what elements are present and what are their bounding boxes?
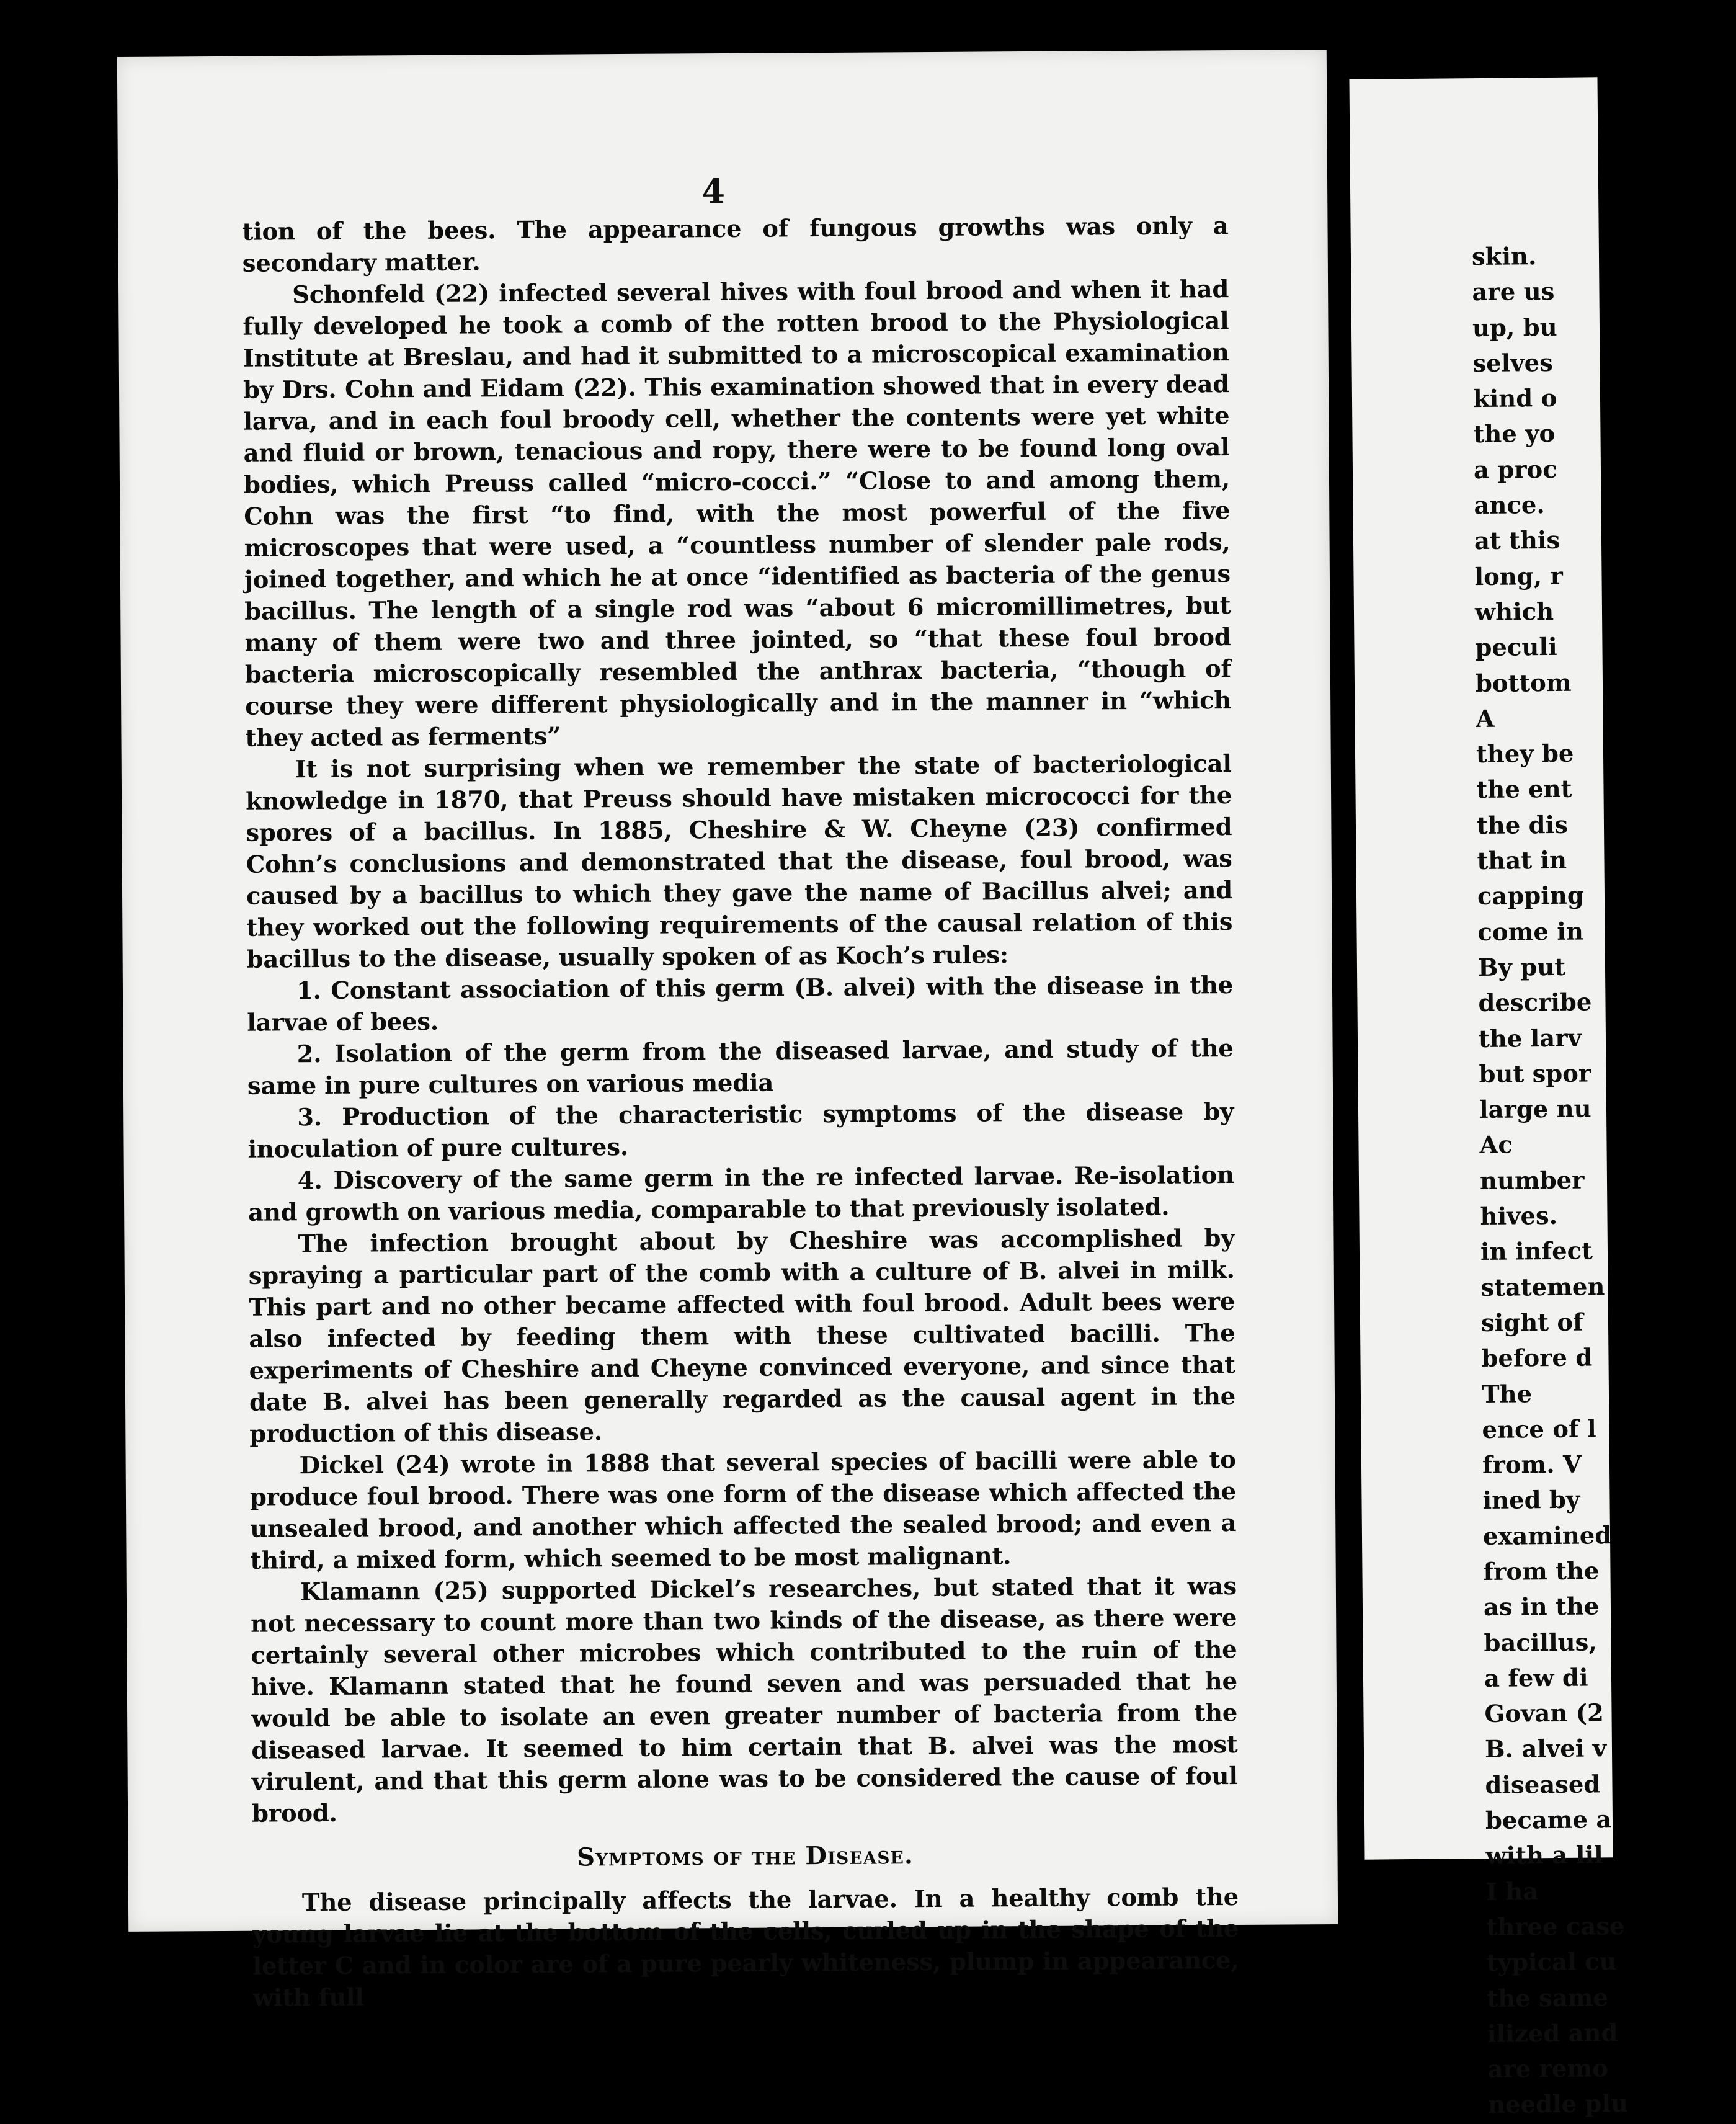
right-page-line: typical cu — [1486, 1948, 1617, 1978]
right-page-line: three case — [1486, 1912, 1625, 1942]
right-page-line: Ac — [1479, 1131, 1513, 1160]
right-page-line: the ent — [1476, 775, 1572, 805]
right-page-line: ance. — [1474, 491, 1545, 520]
paragraph: It is not surprising when we remember the state of bacteriological knowledge in 1870, that Preuss should have mistaken micrococci for the spores of a bacillus. In 1885, Cheshire & W. Cheyne (23) confirmed Cohn’s conclusions and demonstrated that the disease, foul brood, was caused by a bacillus to which they gave the name of Bacillus alvei; and they worked out the following requirements of the causal relation of this bacillus to the disease, usually spoken of as Koch’s rules: — [245, 750, 1233, 974]
right-page-line: a proc — [1473, 455, 1557, 484]
right-page-line: describe — [1478, 988, 1592, 1018]
right-page-line: peculi — [1475, 633, 1557, 663]
right-page-line: in infect — [1480, 1237, 1593, 1267]
right-page-line: the yo — [1473, 420, 1556, 449]
right-page-line: I ha — [1485, 1877, 1539, 1906]
right-page-line: with a lil — [1485, 1841, 1603, 1871]
paragraph: Dickel (24) wrote in 1888 that several species of bacilli were able to produce foul brood. There was one form of the disease which affected the unsealed brood, and another which affected the sealed brood; and even a third, a mixed form, which seemed to be most malignant. — [249, 1446, 1237, 1575]
right-page-line: skin. — [1471, 243, 1537, 272]
right-page-line: the same — [1487, 1983, 1609, 2013]
right-page-line: ence of l — [1482, 1415, 1596, 1444]
list-item: 4. Discovery of the same germ in the re infected larvae. Re-isolation and growth on various media, comparable to that previously isolated. — [248, 1161, 1234, 1227]
section-heading: Symptoms of the Disease. — [577, 1841, 914, 1872]
paragraph: The infection brought about by Cheshire was accomplished by spraying a particular part of the comb with a culture of B. alvei in milk. This part and no other became affected with foul brood. Adult bees were also infected by feeding them with these cultivated bacilli. The experiments of Cheshire and Cheyne convinced everyone, and since that date B. alvei has been generally regarded as the causal agent in the production of this disease. — [248, 1225, 1236, 1448]
page-number: 4 — [701, 171, 726, 212]
paragraph: Schonfeld (22) infected several hives with foul brood and when it had fully developed he took a comb of the rotten brood to the Physiological Institute at Breslau, and had it submitted to a microscopical examination by Drs. Cohn and Eidam (22). This examination showed that in every dead larva, and in each foul broody cell, whether the contents were yet white and fluid or brown, tenacious and ropy, there were to be found long oval bodies, which Preuss called “micro-cocci.” “Close to and among them, Cohn was the first “to find, with the most powerful of the five microscopes that were used, a “countless number of slender pale rods, joined together, and which he at once “identified as bacteria of the genus bacillus. The length of a single rod was “about 6 micromillimetres, but many of them were two and three jointed, so “that these foul brood bacteria microscopically resembled the anthrax bacteria, “though of course they were different physiologically and in the manner in “which they acted as ferments” — [243, 275, 1232, 752]
right-page-line: hives. — [1480, 1202, 1558, 1231]
right-page-line: come in — [1477, 917, 1584, 947]
right-page-line: kind o — [1472, 385, 1557, 414]
right-page-line: the larv — [1478, 1024, 1582, 1053]
right-page-line: before d — [1481, 1344, 1593, 1373]
right-page-line: ilized and — [1487, 2019, 1618, 2048]
page-body — [242, 210, 1239, 2014]
right-page-line: By put — [1477, 953, 1566, 982]
right-page-line: became a — [1485, 1806, 1612, 1836]
paragraph: Klamann (25) supported Dickel’s researches, but stated that it was not necessary to count more than two kinds of the disease, as there were certainly several other microbes which contributed to the ruin of the hive. Klamann stated that he found seven and was persuaded that he would be able to isolate an even greater number of bacteria from the diseased larvae. It seemed to him certain that B. alvei was the most virulent, and that this germ alone was to be considered the cause of foul brood. — [251, 1573, 1238, 1828]
right-page-line: capping — [1477, 881, 1584, 911]
right-page-line: the dis — [1476, 811, 1569, 840]
right-page-line: diseased — [1485, 1770, 1601, 1800]
right-page-line: a few di — [1484, 1664, 1588, 1693]
right-page-line: they be — [1476, 739, 1574, 769]
paragraph: The disease principally affects the larvae. In a healthy comb the young larvae lie at the bottom of the cells, curled up in the shape of the letter C and in color are of a pure pearly whiteness, plump in appearance, with full — [252, 1883, 1239, 2012]
right-page-line: which — [1474, 597, 1554, 627]
right-page-line: examined — [1482, 1521, 1612, 1551]
right-page-line: but spor — [1479, 1060, 1591, 1089]
left-page — [117, 50, 1338, 2012]
right-page-line: from the — [1483, 1557, 1600, 1586]
right-page-line: up, bu — [1472, 313, 1557, 342]
right-page-line: Govan (2 — [1484, 1699, 1604, 1729]
right-page-line: statemen — [1480, 1272, 1605, 1302]
right-page-line: bottom — [1475, 669, 1572, 698]
list-item: 3. Production of the characteristic symptoms of the disease by inoculation of pure cultures. — [247, 1098, 1234, 1164]
right-page-line: number — [1479, 1166, 1585, 1195]
right-page-line: needle plu — [1487, 2090, 1629, 2120]
right-page-line: are us — [1472, 278, 1555, 307]
right-page-line: as in the — [1483, 1592, 1600, 1622]
right-page-line: The — [1481, 1380, 1533, 1409]
right-page-line: sight of — [1480, 1308, 1583, 1337]
right-page-line: at this — [1474, 527, 1560, 556]
right-page-edge — [1349, 77, 1629, 2120]
right-page-line: are remo — [1487, 2055, 1609, 2084]
list-item: 2. Isolation of the germ from the diseased larvae, and study of the same in pure cultures on various media — [247, 1035, 1234, 1100]
paragraph: tion of the bees. The appearance of fungous growths was only a secondary matter. — [242, 212, 1229, 278]
right-page-line: bacillus, — [1484, 1628, 1597, 1658]
right-page-line: A — [1476, 705, 1495, 733]
list-item: 1. Constant association of this germ (B. alvei) with the disease in the larvae of bees. — [247, 971, 1234, 1037]
right-page-fragments — [1472, 238, 1736, 2123]
right-page-line: ined by — [1482, 1486, 1580, 1515]
right-page-line: selves — [1472, 349, 1554, 378]
right-page-line: from. V — [1482, 1450, 1582, 1480]
right-page-line: large nu — [1479, 1095, 1591, 1125]
right-page-line: that in — [1477, 846, 1567, 876]
right-page-line: B. alvei v — [1484, 1734, 1607, 1764]
right-page-line: long, r — [1474, 562, 1563, 591]
